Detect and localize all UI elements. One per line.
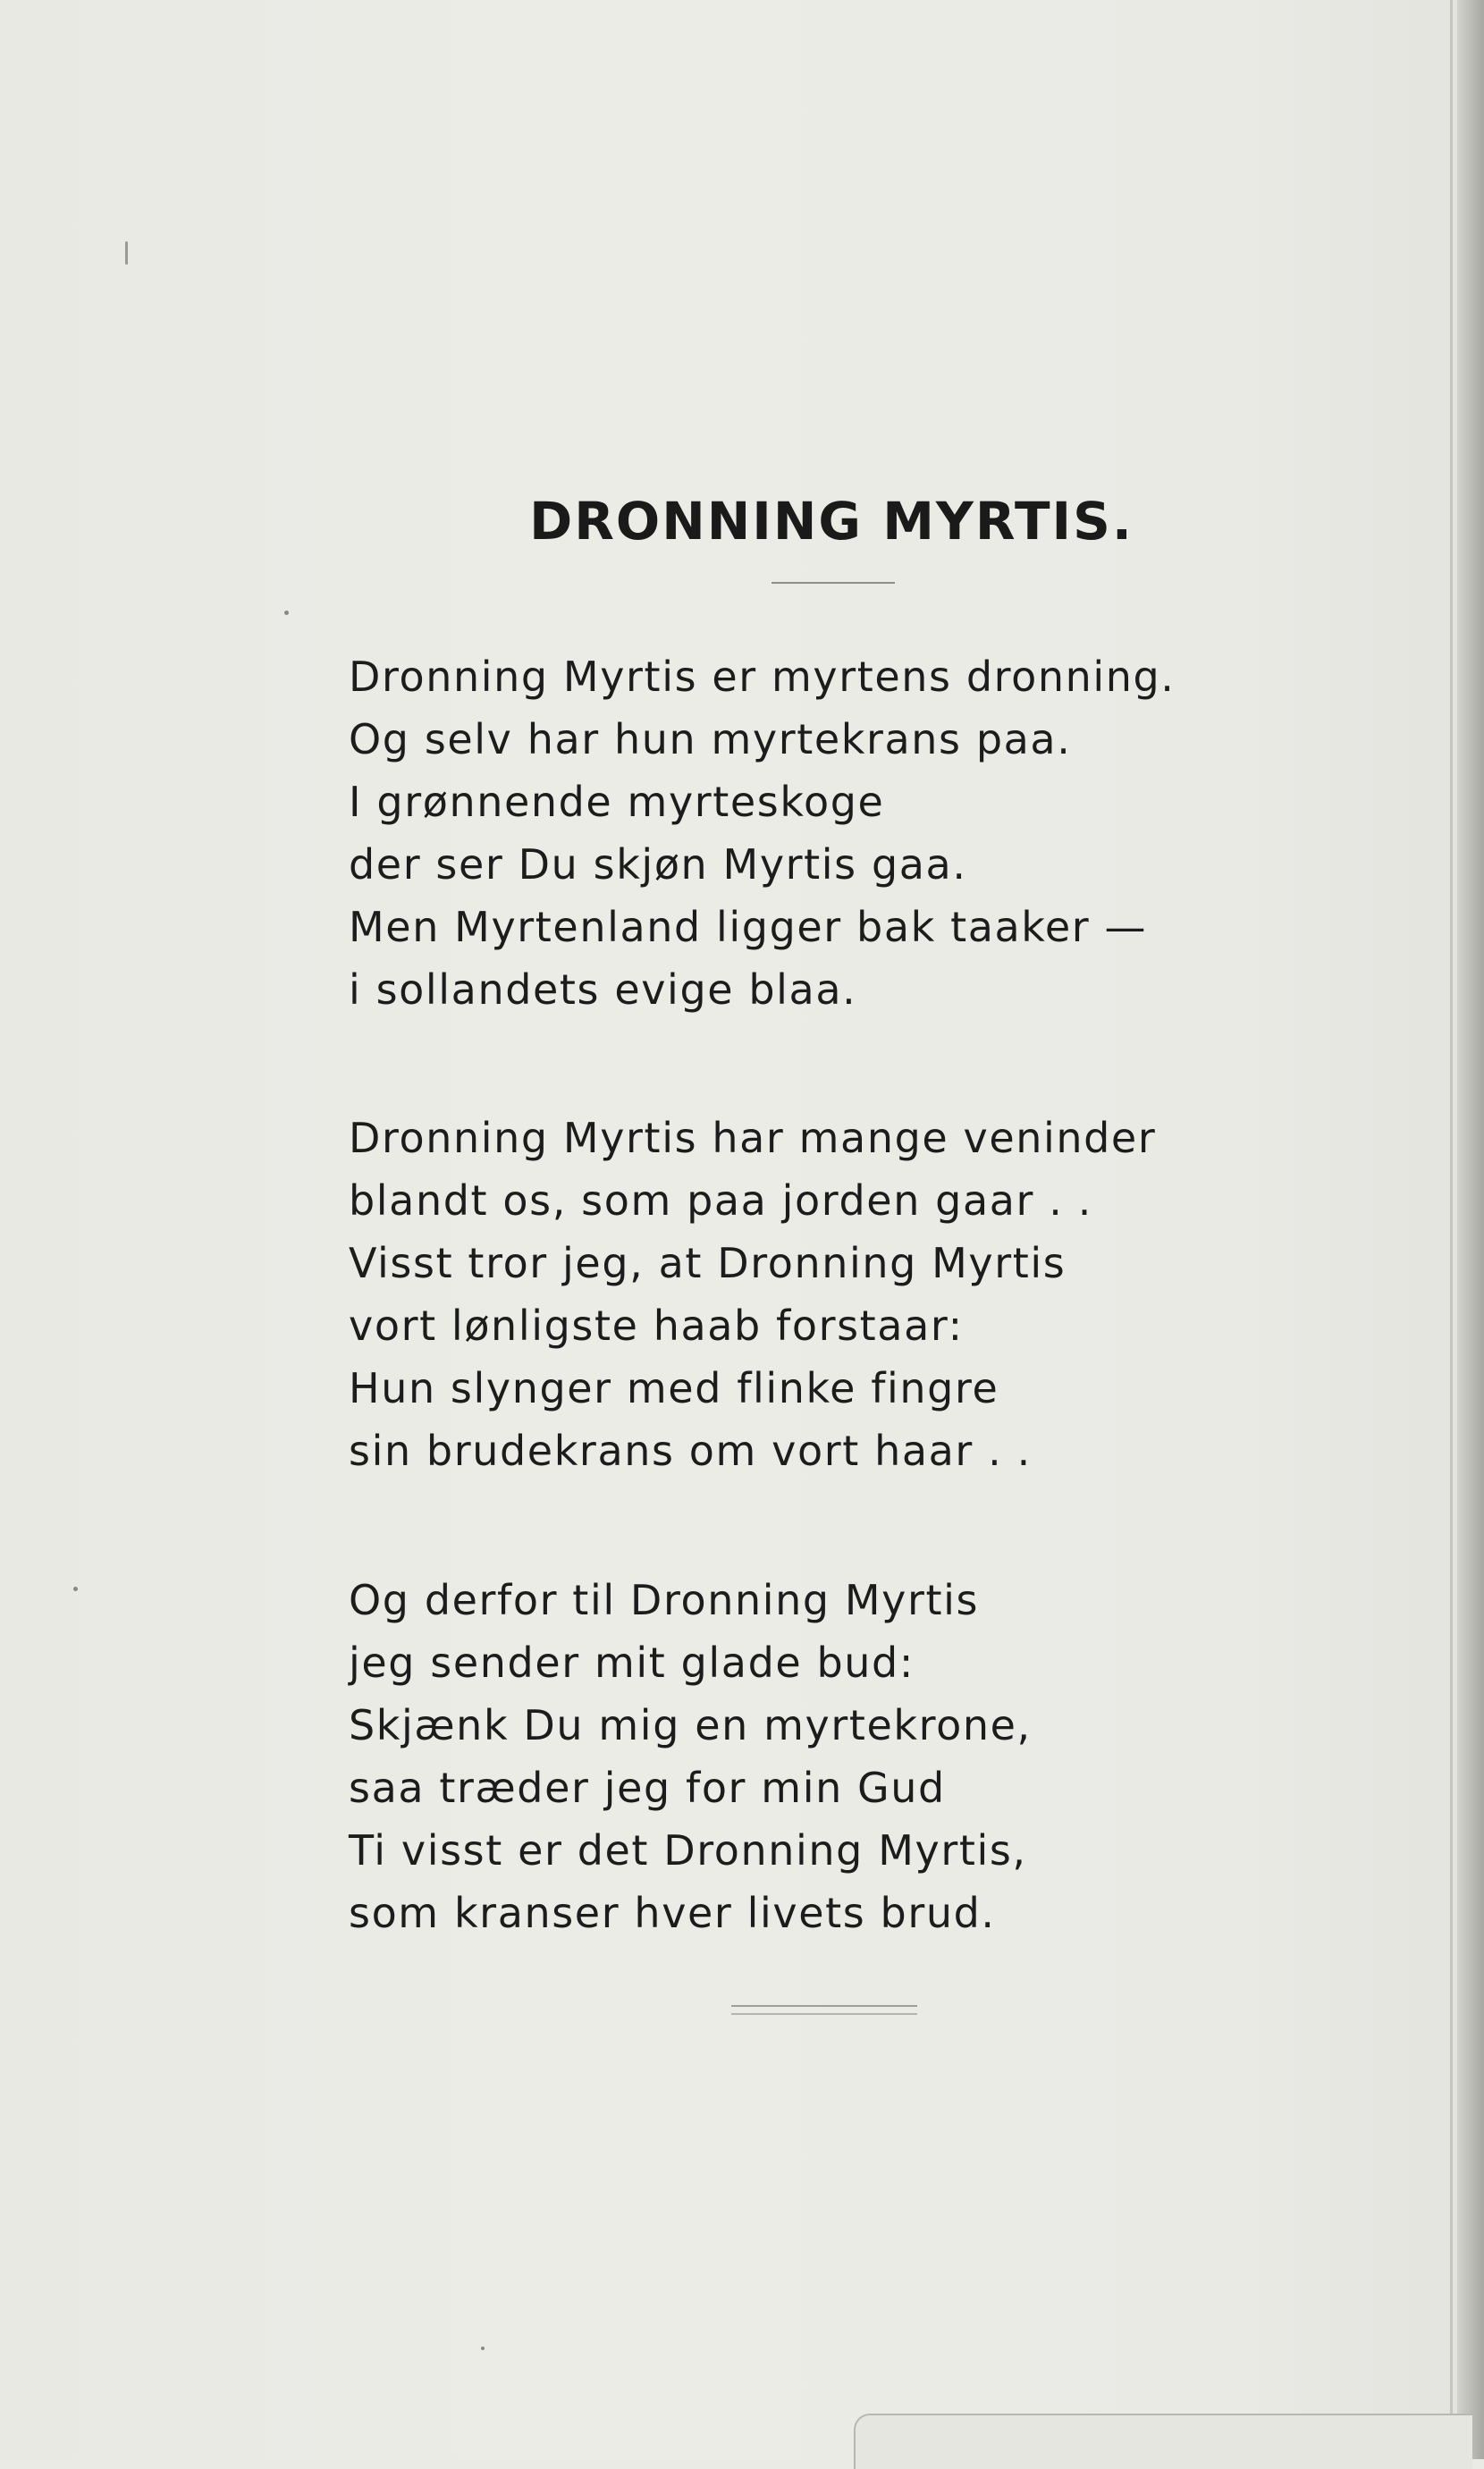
paper-speck [125, 241, 128, 265]
poem-line: blandt os, som paa jorden gaar . . [349, 1176, 1092, 1225]
poem-line: Hun slynger med flinke fingre [349, 1364, 999, 1412]
poem-line: Skjænk Du mig en myrtekrone, [349, 1701, 1032, 1749]
stanza-2 [349, 1107, 1156, 1482]
poem-title: DRONNING MYRTIS. [529, 490, 1134, 552]
paper-speck [73, 1587, 78, 1591]
poem-line: i sollandets evige blaa. [349, 965, 857, 1014]
poem-line: Og selv har hun myrtekrans paa. [349, 715, 1072, 763]
poem-line: som kranser hver livets brud. [349, 1889, 996, 1937]
poem-line: Og derfor til Dronning Myrtis [349, 1576, 980, 1624]
title-divider [772, 582, 895, 584]
stanza-1 [349, 645, 1176, 1021]
poem-line: Men Myrtenland ligger bak taaker — [349, 903, 1148, 951]
poem-line: Dronning Myrtis er myrtens dronning. [349, 653, 1176, 701]
poem-line: Dronning Myrtis har mange veninder [349, 1114, 1157, 1162]
poem-line: der ser Du skjøn Myrtis gaa. [349, 840, 967, 889]
end-divider [731, 2005, 917, 2007]
poem-line: saa træder jeg for min Gud [349, 1764, 946, 1812]
poem-line: Ti visst er det Dronning Myrtis, [349, 1826, 1027, 1875]
page-bottom-tab [854, 2414, 1472, 2469]
poem-line: vort lønligste haab forstaar: [349, 1302, 964, 1350]
page-edge-line [1450, 0, 1453, 2459]
book-spine-edge [1457, 0, 1484, 2459]
poem-line: I grønnende myrteskoge [349, 778, 885, 826]
stanza-3 [349, 1569, 1032, 1944]
poem-line: jeg sender mit glade bud: [349, 1639, 915, 1687]
paper-speck [481, 2347, 485, 2350]
paper-speck [284, 611, 289, 615]
end-divider-secondary [731, 2013, 917, 2015]
poem-line: Visst tror jeg, at Dronning Myrtis [349, 1239, 1067, 1287]
poem-line: sin brudekrans om vort haar . . [349, 1427, 1032, 1475]
